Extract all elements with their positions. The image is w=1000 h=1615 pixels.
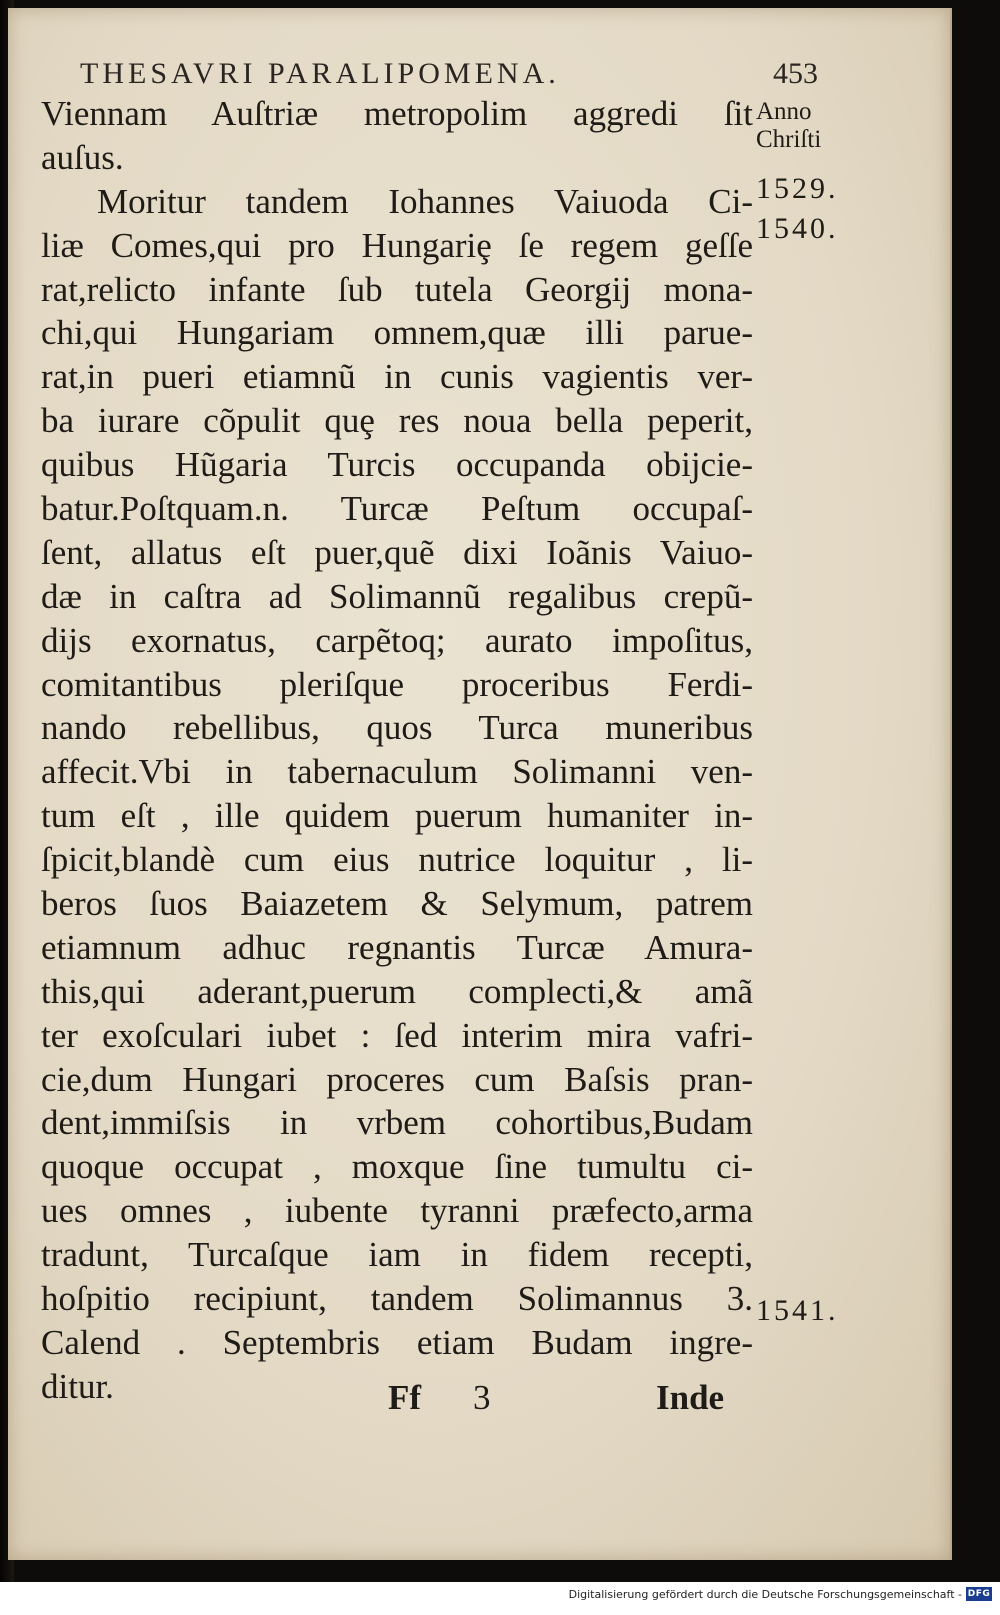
text-line: etiamnum adhuc regnantis Turcæ Amura-	[41, 927, 753, 967]
text-line: beros ſuos Baiazetem & Selymum, patrem	[41, 884, 753, 924]
running-title: THESAVRI PARALIPOMENA.	[80, 57, 560, 90]
signature-number: 3	[473, 1378, 491, 1417]
page-number: 453	[773, 57, 818, 90]
credit-bar	[0, 1582, 1000, 1615]
text-line: rat,relicto infante ſub tutela Georgij mona-	[41, 269, 753, 309]
text-line: Viennam Auſtriæ metropolim aggredi ſit	[41, 94, 753, 133]
margin-note-anno: Anno	[756, 98, 812, 125]
text-line: cie,dum Hungari proceres cum Baſsis pran-	[41, 1059, 753, 1099]
text-line: tum eſt , ille quidem puerum humaniter in-	[41, 796, 753, 836]
signature-mark: Ff	[388, 1378, 422, 1417]
text-line: dijs exornatus, carpẽtoq; aurato impoſitus,	[41, 620, 753, 660]
text-line: batur.Poſtquam.n. Turcæ Peſtum occupaſ-	[41, 489, 753, 529]
text-line: ſpicit,blandè cum eius nutrice loquitur , li-	[41, 840, 753, 880]
text-line: affecit.Vbi in tabernaculum Solimanni ven-	[41, 752, 753, 792]
text-line: ba iurare cõpulit quȩ res noua bella peperit,	[41, 401, 753, 441]
text-line: ditur.	[41, 1366, 114, 1406]
margin-note-year: 1529.	[756, 172, 839, 205]
margin-note-christi: Chriſti	[756, 126, 822, 153]
text-line: auſus.	[41, 137, 124, 177]
text-line: dæ in caſtra ad Solimannũ regalibus crepũ-	[41, 576, 753, 616]
text-line: this,qui aderant,puerum complecti,& amã	[41, 971, 753, 1011]
digitization-credit: Digitalisierung gefördert durch die Deutsche Forschungsgemeinschaft -	[568, 1588, 962, 1601]
text-line: dent,immiſsis in vrbem cohortibus,Budam	[41, 1103, 753, 1143]
catchword: Inde	[656, 1378, 725, 1417]
text-line: comitantibus pleriſque proceribus Ferdi-	[41, 664, 753, 704]
body-text	[41, 92, 753, 1409]
page-header	[80, 56, 880, 92]
margin-note-year: 1540.	[756, 212, 839, 245]
text-line: nando rebellibus, quos Turca muneribus	[41, 708, 753, 748]
text-line: hoſpitio recipiunt, tandem Solimannus 3.	[41, 1279, 753, 1319]
text-line: chi,qui Hungariam omnem,quæ illi parue-	[41, 313, 753, 353]
text-line: quoque occupat , moxque ſine tumultu ci-	[41, 1147, 753, 1187]
text-line: Moritur tandem Iohannes Vaiuoda Ci-	[97, 181, 753, 221]
dfg-logo: DFG	[967, 1589, 991, 1599]
text-line: rat,in pueri etiamnũ in cunis vagientis ver-	[41, 357, 753, 397]
text-line: ter exoſculari iubet : ſed interim mira vafri-	[41, 1015, 753, 1055]
text-line: quibus Hũgaria Turcis occupanda obijcie-	[41, 445, 753, 485]
text-line: ſent, allatus eſt puer,quẽ dixi Ioãnis Vaiuo-	[41, 532, 753, 572]
page-footer	[8, 1373, 950, 1423]
text-line: ues omnes , iubente tyranni præfecto,arma	[41, 1191, 753, 1231]
text-line: tradunt, Turcaſque iam in fidem recepti,	[41, 1235, 753, 1275]
book-page	[8, 8, 952, 1560]
margin-note-year: 1541.	[756, 1294, 839, 1327]
text-line: Calend . Septembris etiam Budam ingre-	[41, 1322, 753, 1362]
text-line: liæ Comes,qui pro Hungariȩ ſe regem geſſe	[41, 225, 753, 265]
